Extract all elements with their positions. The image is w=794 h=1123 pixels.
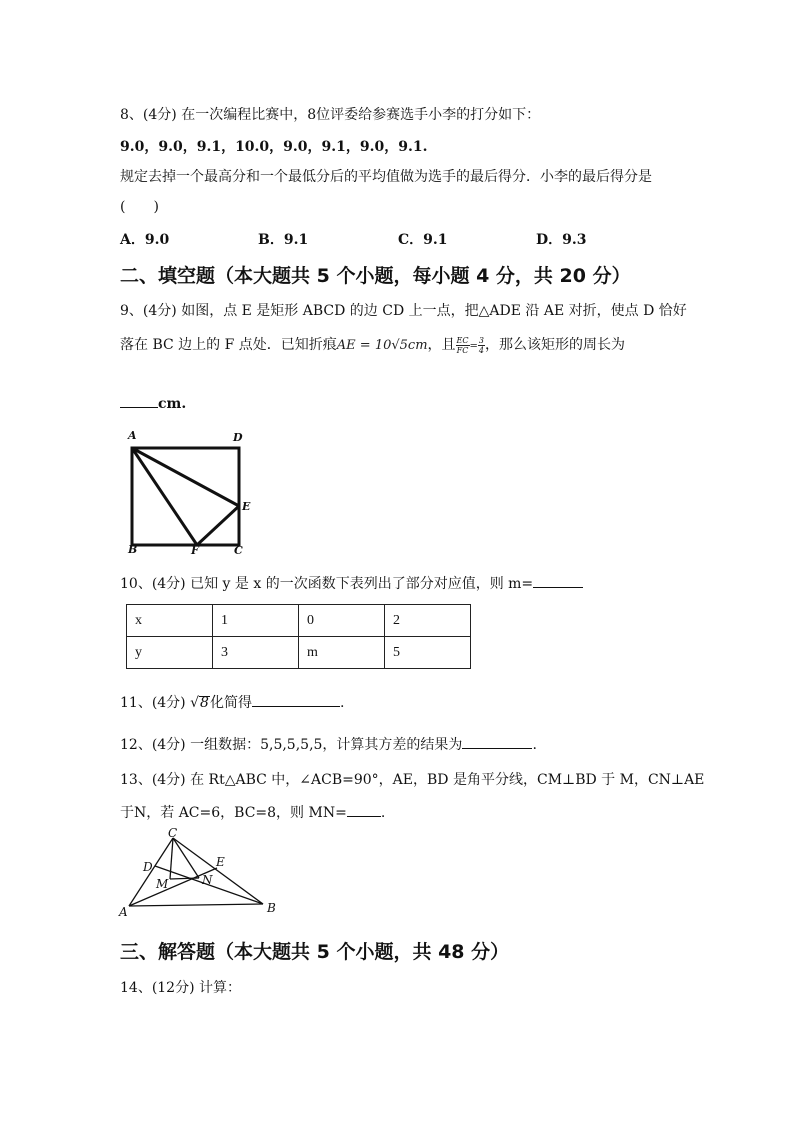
q9-line2-text-b: ，且 (427, 337, 456, 353)
q8-option-c: C．9.1 (398, 232, 448, 248)
segment-af (132, 448, 197, 545)
perpendicular-cn (173, 838, 199, 878)
q9-rectangle-figure (120, 426, 260, 556)
q11-line (120, 692, 344, 712)
q12-end: . (532, 737, 537, 753)
q13-end: . (380, 805, 386, 821)
side-cb (173, 838, 263, 904)
q11-suffix: 化简得 (209, 695, 252, 711)
q9-fraction-equals: = (469, 341, 478, 352)
label-a: A (119, 905, 128, 919)
label-a: A (128, 429, 137, 442)
q13-line2 (120, 802, 385, 822)
q10-stem (120, 573, 583, 593)
label-c: C (168, 828, 178, 840)
q12-answer-blank[interactable] (462, 748, 532, 749)
q8-scores: 9.0，9.0，9.1，10.0，9.0，9.1，9.0，9.1. (120, 139, 428, 155)
q10-value-table (126, 604, 471, 669)
q9-line2 (120, 334, 625, 355)
q10-stem-text: 10、(4分) 已知 y 是 x 的一次函数下表列出了部分对应值，则 m= (120, 576, 534, 592)
q9-line2-text-c: ，那么该矩形的周长为 (484, 337, 625, 353)
q9-fold-formula: AE = 10√5cm (336, 338, 428, 353)
q9-line1: 9、(4分) 如图，点 E 是矩形 ABCD 的边 CD 上一点，把△ADE 沿 AE 对折，使点 D 恰好 (120, 303, 687, 319)
q9-answer-line (120, 396, 186, 412)
q11-answer-blank[interactable] (252, 706, 340, 707)
table-cell: x (127, 605, 213, 637)
q11-end: . (339, 695, 345, 711)
label-b: B (128, 543, 138, 556)
fold-line-ae (132, 448, 239, 506)
q8-option-a: A．9.0 (120, 232, 170, 248)
q8-stem: 8、(4分) 在一次编程比赛中，8位评委给参赛选手小李的打分如下： (120, 107, 541, 123)
q12-line (120, 734, 537, 754)
table-cell: 1 (213, 605, 299, 637)
q8-answer-paren: ( ) (120, 199, 159, 215)
segment-mn (170, 878, 199, 879)
label-f: F (191, 544, 199, 556)
table-cell: 5 (385, 637, 471, 669)
side-ab (129, 904, 263, 906)
q9-fraction-value: $\frac{3}{4}$ (478, 335, 484, 355)
q9-answer-unit: cm. (158, 396, 187, 412)
q11-prefix: 11、(4分) (120, 695, 186, 711)
label-d: D (233, 431, 243, 444)
q12-stem: 12、(4分) 一组数据：5,5,5,5,5，计算其方差的结果为 (120, 737, 463, 753)
q13-line2-text: 于N，若 AC=6，BC=8，则 MN= (120, 805, 347, 821)
q13-triangle-figure (115, 828, 290, 920)
table-cell: 3 (213, 637, 299, 669)
label-d: D (143, 860, 153, 874)
q13-line1: 13、(4分) 在 Rt△ABC 中，∠ACB=90°，AE，BD 是角平分线，CM⊥BD 于 M，CN⊥AE (120, 772, 705, 788)
segment-fe (197, 506, 239, 545)
q10-answer-blank[interactable] (533, 587, 583, 588)
sqrt-symbol: √ (190, 695, 200, 711)
section-2-title: 二、填空题（本大题共 5 个小题，每小题 4 分，共 20 分） (120, 265, 631, 287)
label-m: M (156, 877, 169, 891)
table-cell: 0 (299, 605, 385, 637)
table-cell: 2 (385, 605, 471, 637)
label-e: E (242, 500, 251, 513)
q8-option-b: B．9.1 (258, 232, 309, 248)
table-cell: m (299, 637, 385, 669)
q14-stem: 14、(12分) 计算： (120, 980, 242, 996)
table-cell: y (127, 637, 213, 669)
q9-fraction-ec-fc: $\frac{EC}{FC}$ (456, 335, 469, 355)
label-n: N (202, 873, 213, 887)
label-c: C (234, 544, 243, 556)
q13-answer-blank[interactable] (347, 816, 381, 817)
section-3-title: 三、解答题（本大题共 5 个小题，共 48 分） (120, 941, 510, 963)
label-e: E (216, 855, 225, 869)
label-b: B (267, 901, 276, 915)
q9-answer-blank[interactable] (120, 407, 158, 408)
q8-option-d: D．9.3 (536, 232, 587, 248)
q9-line2-text-a: 落在 BC 边上的 F 点处．已知折痕 (120, 337, 337, 353)
table-row (127, 605, 471, 637)
table-row (127, 637, 471, 669)
q8-rule: 规定去掉一个最高分和一个最低分后的平均值做为选手的最后得分．小李的最后得分是 (120, 169, 652, 185)
q11-radicand: 8 (200, 695, 209, 711)
